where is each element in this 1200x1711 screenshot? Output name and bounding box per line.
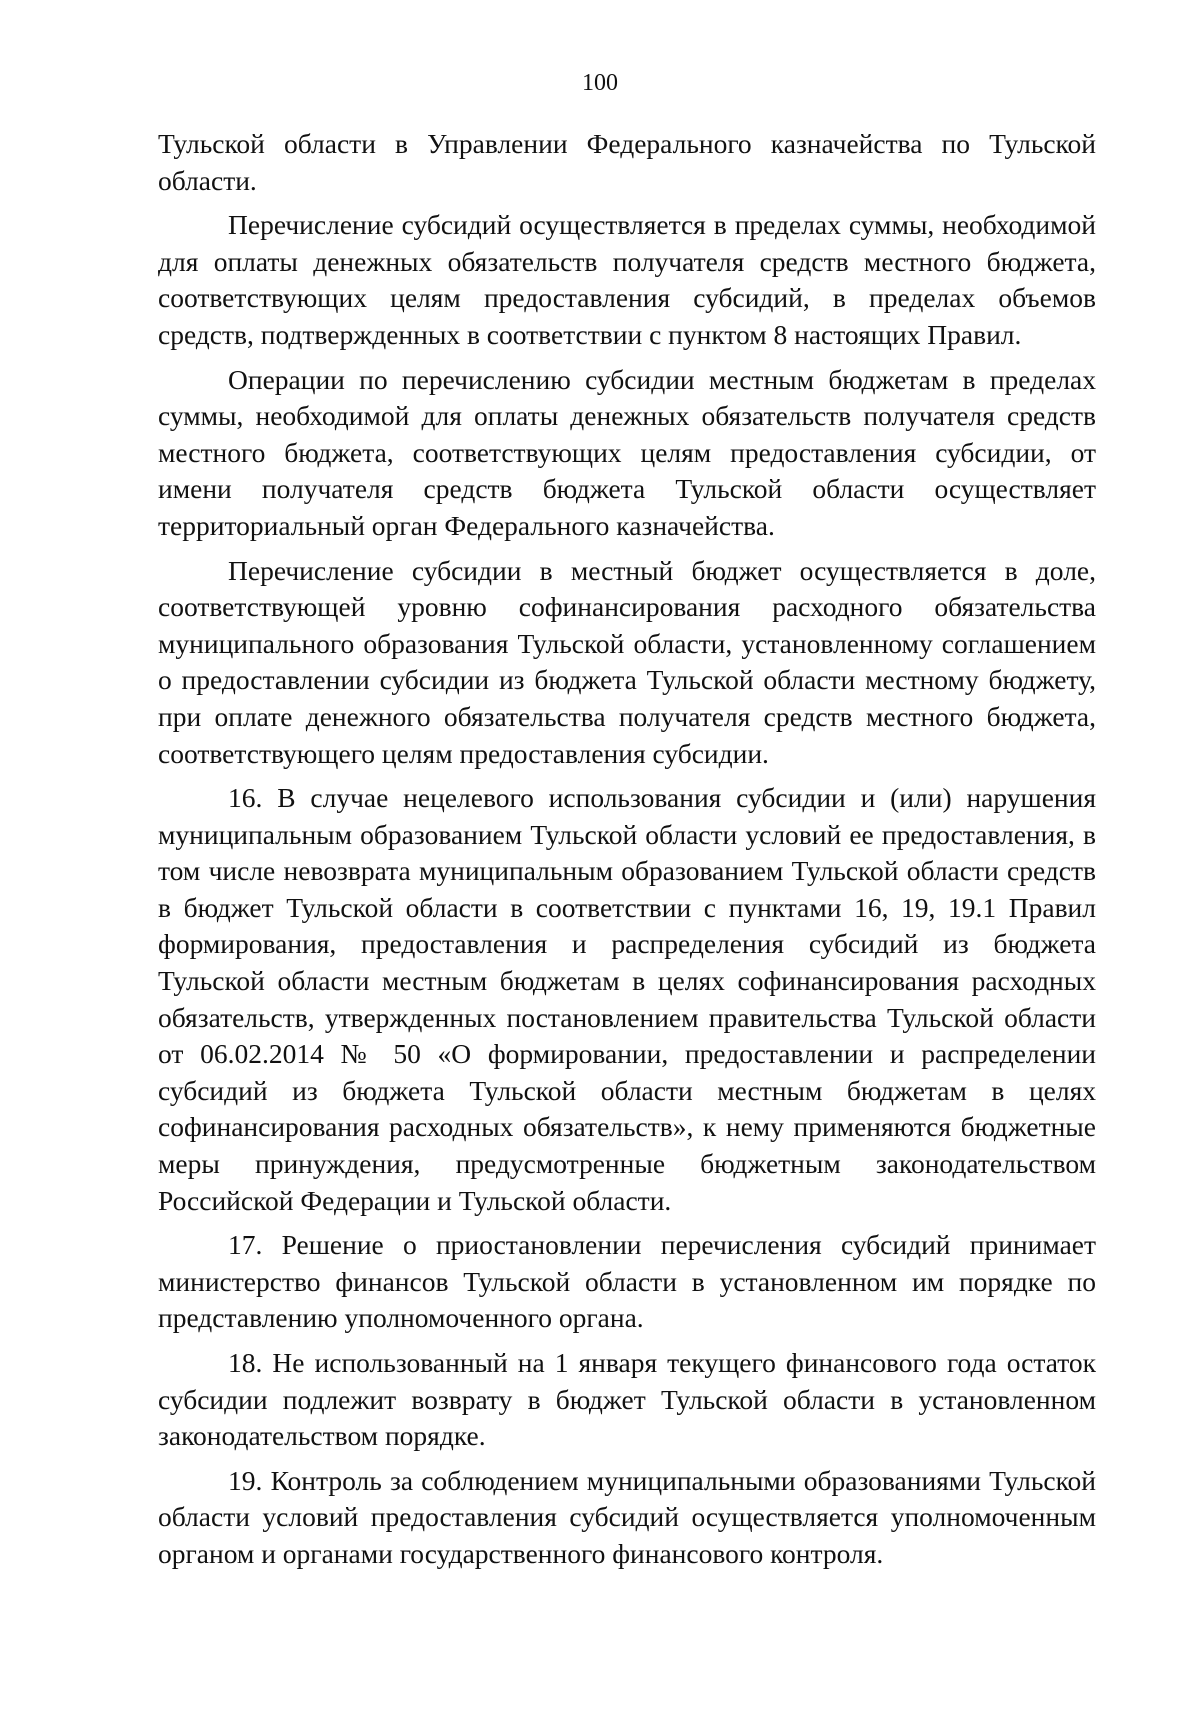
- page-number: 100: [582, 70, 618, 96]
- paragraph-cofinancing-share: Перечисление субсидии в местный бюджет осуществляется в доле, соответствующей уровню софинансирования расходного обязательства муниципального образования Тульской области, установленному соглашением о предоставлении субсидии из бюджета Тульской области местному бюджету, при оплате денежного обязательства получателя средств местного бюджета, соответствующего целям предоставления субсидии.: [158, 554, 1096, 769]
- paragraph-treasury-operations: Операции по перечислению субсидии местным бюджетам в пределах суммы, необходимой для оплаты денежных обязательств получателя средств местного бюджета, соответствующих целям предоставления субсидии, от имени получателя средств бюджета Тульской области осуществляет территориальный орган Федерального казначейства.: [158, 363, 1096, 541]
- paragraph-item-18: 18. Не использованный на 1 января текущего финансового года остаток субсидии подлежит возврату в бюджет Тульской области в установленном законодательством порядке.: [158, 1347, 1096, 1452]
- document-body: [158, 126, 1096, 1581]
- paragraph-item-17: 17. Решение о приостановлении перечисления субсидий принимает министерство финансов Тульской области в установленном им порядке по представлению уполномоченного органа.: [158, 1229, 1096, 1334]
- paragraph-item-16: 16. В случае нецелевого использования субсидии и (или) нарушения муниципальным образованием Тульской области условий ее предоставления, в том числе невозврата муниципальным образованием Тульской области средств в бюджет Тульской области в соответствии с пунктами 16, 19, 19.1 Правил формирования, предоставления и распределения субсидий из бюджета Тульской области местным бюджетам в целях софинансирования расходных обязательств, утвержденных постановлением правительства Тульской области от 06.02.2014 № 50 «О формировании, предоставлении и распределении субсидий из бюджета Тульской области местным бюджетам в целях софинансирования расходных обязательств», к нему применяются бюджетные меры принуждения, предусмотренные бюджетным законодательством Российской Федерации и Тульской области.: [158, 782, 1096, 1216]
- paragraph-transfer-limits: Перечисление субсидий осуществляется в пределах суммы, необходимой для оплаты денежных обязательств получателя средств местного бюджета, соответствующих целям предоставления субсидий, в пределах объемов средств, подтвержденных в соответствии с пунктом 8 настоящих Правил.: [158, 209, 1096, 350]
- paragraph-item-19: 19. Контроль за соблюдением муниципальными образованиями Тульской области условий предоставления субсидий осуществляется уполномоченным органом и органами государственного финансового контроля.: [158, 1464, 1096, 1569]
- paragraph-continuation: Тульской области в Управлении Федерального казначейства по Тульской области.: [158, 128, 1096, 196]
